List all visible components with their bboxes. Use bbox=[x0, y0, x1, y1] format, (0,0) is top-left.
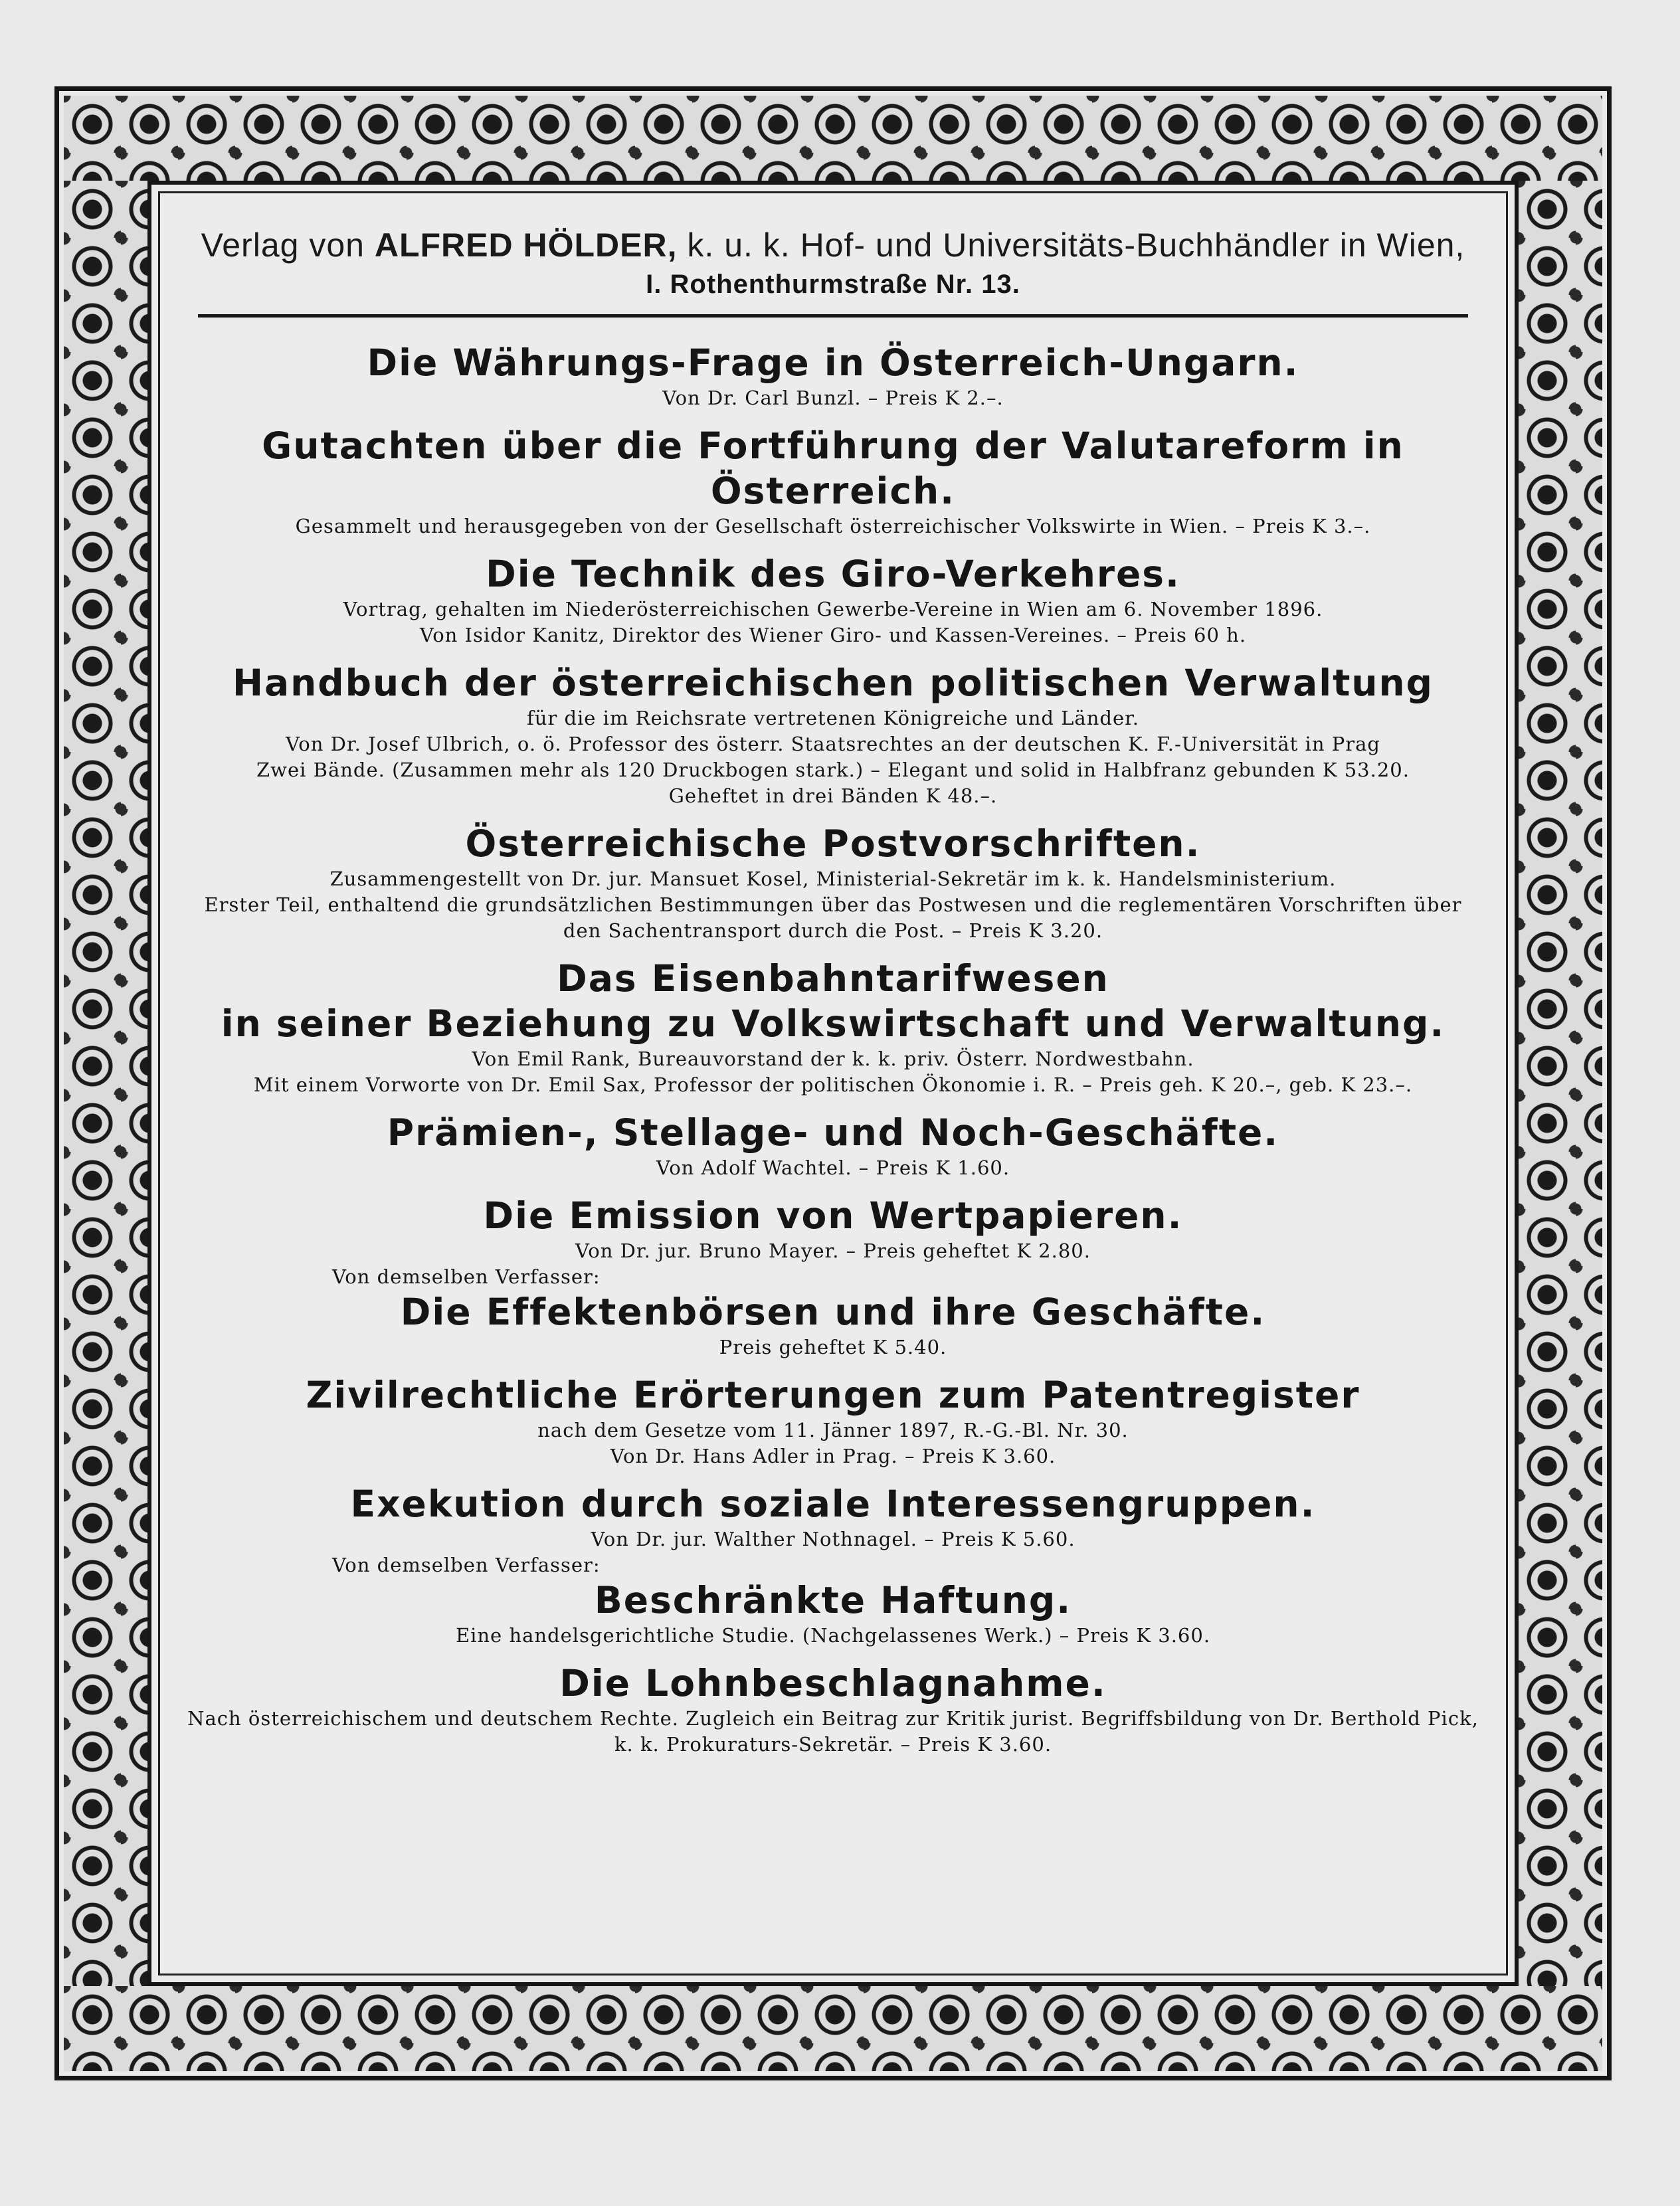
book-entry bbox=[173, 1193, 1493, 1289]
book-detail: nach dem Gesetze vom 11. Jänner 1897, R.-G.-Bl. Nr. 30. bbox=[537, 1419, 1129, 1441]
book-detail: Zwei Bände. (Zusammen mehr als 120 Druckbogen stark.) – Elegant und solid in Halbfranz gebunden K 53.20. bbox=[256, 759, 1410, 781]
publisher-name: ALFRED HÖLDER, bbox=[374, 227, 678, 264]
book-detail: Erster Teil, enthaltend die grundsätzlichen Bestimmungen über das Postwesen und die reglementären Vorschriften über bbox=[204, 893, 1462, 916]
book-detail: für die im Reichsrate vertretenen Königreiche und Länder. bbox=[526, 707, 1140, 729]
publisher-suffix: k. u. k. Hof- und Universitäts-Buchhändler in Wien, bbox=[687, 227, 1465, 264]
book-title: Gutachten über die Fortführung der Valutareform in Österreich. bbox=[262, 424, 1404, 512]
book-entry bbox=[173, 551, 1493, 648]
book-title-continued: in seiner Beziehung zu Volkswirtschaft und Verwaltung. bbox=[221, 1002, 1446, 1045]
book-detail: Von Dr. Josef Ulbrich, o. ö. Professor des österr. Staatsrechtes an der deutschen K. F.-Universität in Prag bbox=[286, 733, 1380, 755]
book-title: Prämien-, Stellage- und Noch-Geschäfte. bbox=[387, 1111, 1279, 1154]
publisher-prefix: Verlag von bbox=[201, 227, 365, 264]
ornamental-border-bottom bbox=[64, 1986, 1602, 2071]
book-entry bbox=[173, 1110, 1493, 1181]
book-detail: Von Dr. jur. Walther Nothnagel. – Preis K 5.60. bbox=[591, 1528, 1075, 1550]
book-title: Die Lohnbeschlagnahme. bbox=[559, 1662, 1107, 1704]
book-detail: Geheftet in drei Bänden K 48.–. bbox=[668, 784, 998, 807]
book-detail: Mit einem Vorworte von Dr. Emil Sax, Professor der politischen Ökonomie i. R. – Preis geh. K 20.–, geb. K 23.–. bbox=[253, 1073, 1413, 1096]
author-note: Von demselben Verfasser: bbox=[332, 1554, 601, 1576]
advertisement-content bbox=[173, 199, 1493, 1966]
book-entry bbox=[173, 1661, 1493, 1758]
book-title: Die Effektenbörsen und ihre Geschäfte. bbox=[400, 1291, 1266, 1333]
book-title: Die Währungs-Frage in Österreich-Ungarn. bbox=[367, 341, 1299, 384]
book-title: Zivilrechtliche Erörterungen zum Patentregister bbox=[306, 1374, 1360, 1416]
book-title: Handbuch der österreichischen politischen Verwaltung bbox=[232, 662, 1434, 704]
ornamental-border-top bbox=[64, 96, 1602, 181]
book-entry bbox=[173, 1289, 1493, 1360]
book-detail: Eine handelsgerichtliche Studie. (Nachgelassenes Werk.) – Preis K 3.60. bbox=[455, 1624, 1211, 1647]
book-detail: Nach österreichischem und deutschem Rechte. Zugleich ein Beitrag zur Kritik jurist. Begriffsbildung von Dr. Berthold Pick, bbox=[187, 1707, 1479, 1730]
book-entry bbox=[173, 1578, 1493, 1649]
book-detail: den Sachentransport durch die Post. – Preis K 3.20. bbox=[563, 919, 1103, 942]
book-detail: Vortrag, gehalten im Niederösterreichischen Gewerbe-Vereine in Wien am 6. November 1896. bbox=[343, 598, 1323, 620]
author-note: Von demselben Verfasser: bbox=[332, 1265, 601, 1288]
book-entry bbox=[173, 1481, 1493, 1578]
book-title: Das Eisenbahntarifwesen bbox=[557, 957, 1109, 1000]
book-entry bbox=[173, 1372, 1493, 1469]
book-detail: Von Adolf Wachtel. – Preis K 1.60. bbox=[656, 1156, 1010, 1179]
book-detail: Zusammengestellt von Dr. jur. Mansuet Kosel, Ministerial-Sekretär im k. k. Handelsministerium. bbox=[329, 868, 1337, 890]
ornamental-border-left bbox=[64, 181, 147, 1986]
book-entry bbox=[173, 660, 1493, 809]
book-detail: Gesammelt und herausgegeben von der Gesellschaft österreichischer Volkswirte in Wien. – Preis K 3.–. bbox=[295, 515, 1371, 537]
book-title: Österreichische Postvorschriften. bbox=[465, 822, 1201, 865]
header-divider bbox=[198, 314, 1468, 318]
book-title: Exekution durch soziale Interessengruppen. bbox=[350, 1483, 1316, 1525]
book-detail: Von Dr. Hans Adler in Prag. – Preis K 3.60. bbox=[610, 1445, 1056, 1467]
book-detail: k. k. Prokuraturs-Sekretär. – Preis K 3.60. bbox=[614, 1733, 1052, 1756]
book-detail: Von Dr. jur. Bruno Mayer. – Preis geheftet K 2.80. bbox=[575, 1240, 1091, 1262]
book-title: Die Technik des Giro-Verkehres. bbox=[486, 553, 1180, 595]
book-title: Die Emission von Wertpapieren. bbox=[483, 1194, 1183, 1237]
publisher-address: I. Rothenthurmstraße Nr. 13. bbox=[646, 270, 1020, 299]
ornamental-border-right bbox=[1519, 181, 1602, 1986]
book-entry bbox=[173, 340, 1493, 411]
book-entry bbox=[173, 423, 1493, 539]
book-entry bbox=[173, 956, 1493, 1098]
book-detail: Von Emil Rank, Bureauvorstand der k. k. priv. Österr. Nordwestbahn. bbox=[472, 1048, 1194, 1070]
book-entry bbox=[173, 821, 1493, 944]
book-detail: Preis geheftet K 5.40. bbox=[719, 1336, 947, 1358]
book-title: Beschränkte Haftung. bbox=[594, 1579, 1072, 1621]
book-detail: Von Isidor Kanitz, Direktor des Wiener Giro- und Kassen-Vereines. – Preis 60 h. bbox=[419, 624, 1247, 646]
publisher-line bbox=[173, 226, 1493, 264]
book-detail: Von Dr. Carl Bunzl. – Preis K 2.–. bbox=[662, 387, 1004, 409]
